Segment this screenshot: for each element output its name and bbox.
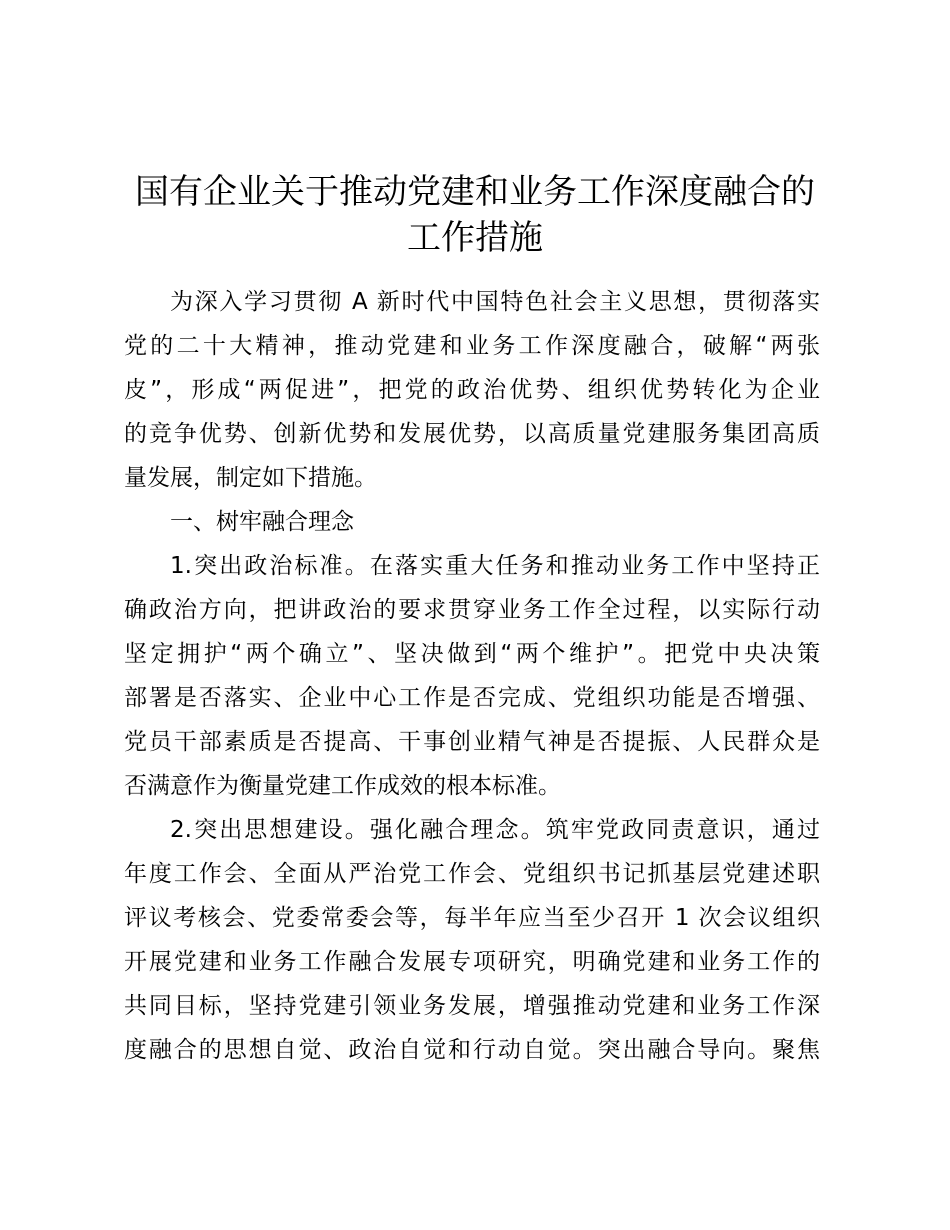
intro-paragraph-line: 皮”，形成“两促进”，把党的政治优势、组织优势转化为企业 xyxy=(124,377,820,403)
document-title-line-2: 工作措施 xyxy=(407,218,543,258)
intro-paragraph-line: 的竞争优势、创新优势和发展优势，以高质量党建服务集团高质 xyxy=(124,421,820,447)
item2-paragraph-line: 评议考核会、党委常委会等，每半年应当至少召开 1 次会议组织 xyxy=(124,905,820,931)
item1-paragraph-line: 确政治方向，把讲政治的要求贯穿业务工作全过程，以实际行动 xyxy=(124,597,820,623)
item1-paragraph-line: 部署是否落实、企业中心工作是否完成、党组织功能是否增强、 xyxy=(124,685,820,711)
section-heading: 一、树牢融合理念 xyxy=(170,509,354,535)
item2-paragraph-line: 度融合的思想自觉、政治自觉和行动自觉。突出融合导向。聚焦 xyxy=(124,1037,820,1063)
item1-paragraph-line: 坚定拥护“两个确立”、坚决做到“两个维护”。把党中央决策 xyxy=(124,641,820,667)
intro-paragraph-line: 量发展，制定如下措施。 xyxy=(124,465,377,491)
document-title-line-1: 国有企业关于推动党建和业务工作深度融合的 xyxy=(135,172,815,212)
item2-paragraph-line: 共同目标，坚持党建引领业务发展，增强推动党建和业务工作深 xyxy=(124,993,820,1019)
item2-paragraph-line: 2.突出思想建设。强化融合理念。筑牢党政同责意识，通过 xyxy=(170,817,820,843)
item1-paragraph-line: 否满意作为衡量党建工作成效的根本标准。 xyxy=(124,773,561,799)
item2-paragraph-line: 年度工作会、全面从严治党工作会、党组织书记抓基层党建述职 xyxy=(124,861,820,887)
intro-paragraph-line: 党的二十大精神，推动党建和业务工作深度融合，破解“两张 xyxy=(124,333,820,359)
item1-paragraph-line: 1.突出政治标准。在落实重大任务和推动业务工作中坚持正 xyxy=(170,553,820,579)
item1-paragraph-line: 党员干部素质是否提高、干事创业精气神是否提振、人民群众是 xyxy=(124,729,820,755)
item2-paragraph-line: 开展党建和业务工作融合发展专项研究，明确党建和业务工作的 xyxy=(124,949,820,975)
intro-paragraph-line: 为深入学习贯彻 A 新时代中国特色社会主义思想，贯彻落实 xyxy=(170,289,820,315)
